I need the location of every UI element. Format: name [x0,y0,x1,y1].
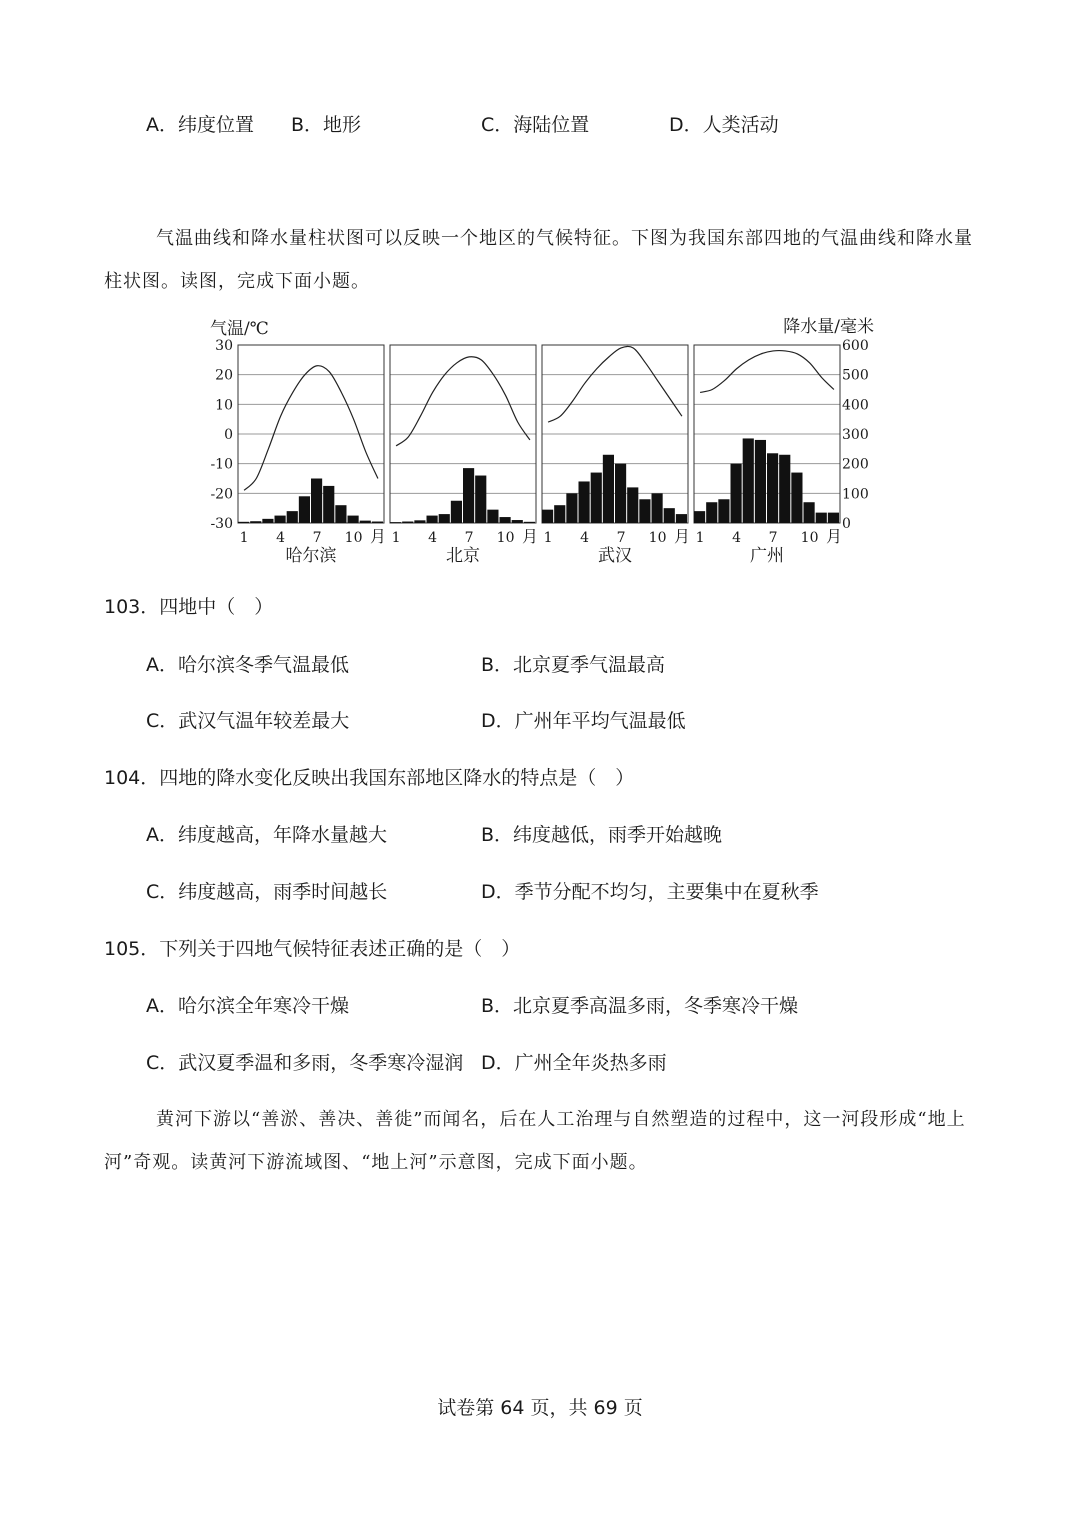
precip-bar [311,479,322,524]
passage2-line-2: 河”奇观。读黄河下游流域图、“地上河”示意图，完成下面小题。 [104,1152,648,1173]
option-c: C．海陆位置 [481,114,590,136]
precip-tick-label: 200 [842,456,869,473]
month-unit-label: 月 [521,527,539,546]
precip-tick-label: 0 [842,516,851,532]
precip-tick-label: 100 [842,486,869,503]
month-tick-label: 7 [616,530,626,546]
precip-bar [512,520,523,523]
intro-line-2: 柱状图。读图，完成下面小题。 [104,271,370,292]
precip-bar [615,464,626,523]
precip-bar [360,521,371,523]
precip-bar [718,499,729,523]
month-unit-label: 月 [825,527,843,546]
precip-bar [500,517,511,523]
month-unit-label: 月 [369,527,387,546]
month-tick-label: 1 [543,530,553,546]
temp-tick-label: -20 [210,486,233,503]
precip-bar [694,511,705,523]
precip-tick-label: 500 [842,367,869,384]
q103-option-d: D．广州年平均气温最低 [481,710,686,732]
precip-bar [524,522,535,523]
precip-bar [779,455,790,523]
precip-bar [487,510,498,523]
month-tick-label: 4 [276,530,286,546]
precip-bar [731,464,742,523]
precip-bar [439,514,450,523]
month-tick-label: 1 [391,530,401,546]
precip-bar [390,522,401,523]
month-unit-label: 月 [673,527,691,546]
precip-bar [652,493,663,523]
month-tick-label: 1 [695,530,705,546]
city-name: 哈尔滨 [285,546,337,566]
precip-tick-label: 600 [842,338,869,354]
precip-tick-label: 300 [842,427,869,443]
precip-bar [542,510,553,523]
q105-stem: 105．下列关于四地气候特征表述正确的是（ ） [104,938,521,960]
month-tick-label: 7 [312,530,322,546]
intro-line-1: 气温曲线和降水量柱状图可以反映一个地区的气候特征。下图为我国东部四地的气温曲线和降水量 [156,228,973,249]
precip-bar [275,516,286,523]
month-tick-label: 7 [464,530,474,546]
month-tick-label: 10 [648,530,667,546]
temp-curve [396,357,530,446]
precip-bar [414,520,425,523]
month-tick-label: 10 [496,530,515,546]
month-tick-label: 10 [800,530,819,546]
temp-tick-label: -30 [210,516,233,532]
precip-bar [250,521,261,523]
month-tick-label: 1 [239,530,249,546]
q104-option-c: C．纬度越高，雨季时间越长 [146,881,388,903]
q105-option-b: B．北京夏季高温多雨，冬季寒冷干燥 [481,995,799,1017]
precip-bar [262,519,273,523]
temp-tick-label: 10 [215,397,233,414]
precip-bar [463,468,474,523]
y-axis-label-right: 降水量/毫米 [783,317,874,337]
precip-bar [791,473,802,523]
q104-stem: 104．四地的降水变化反映出我国东部地区降水的特点是（ ） [104,767,635,789]
temp-tick-label: 30 [215,338,233,354]
precip-bar [828,513,839,523]
temp-curve [244,366,378,491]
precip-bar [591,473,602,523]
precip-bar [603,455,614,523]
city-name: 武汉 [598,546,632,566]
temp-tick-label: 0 [224,427,233,443]
option-d: D．人类活动 [669,114,779,136]
precip-bar [579,481,590,523]
precip-bar [664,508,675,523]
city-name: 广州 [750,546,784,566]
precip-bar [706,502,717,523]
precip-bar [372,522,383,523]
temp-curve [548,346,682,422]
precip-bar [676,514,687,523]
q103-option-c: C．武汉气温年较差最大 [146,710,350,732]
precip-bar [767,453,778,523]
precip-bar [335,505,346,523]
precip-bar [323,486,334,523]
passage2-line-1: 黄河下游以“善淤、善决、善徙”而闻名，后在人工治理与自然塑造的过程中，这一河段形成“地上 [156,1109,966,1130]
precip-bar [402,522,413,523]
precip-bar [427,516,438,523]
precip-bar [299,496,310,523]
precip-bar [566,493,577,523]
precip-bar [755,440,766,523]
month-tick-label: 7 [768,530,778,546]
precip-bar [238,522,249,523]
q103-option-b: B．北京夏季气温最高 [481,654,666,676]
q105-option-a: A．哈尔滨全年寒冷干燥 [146,995,349,1017]
precip-bar [287,511,298,523]
month-tick-label: 10 [344,530,363,546]
precip-bar [804,502,815,523]
month-tick-label: 4 [732,530,742,546]
option-b: B．地形 [291,114,362,136]
temp-tick-label: -10 [210,456,233,473]
precip-bar [743,438,754,523]
q105-option-d: D．广州全年炎热多雨 [481,1052,667,1074]
q103-option-a: A．哈尔滨冬季气温最低 [146,654,349,676]
page-footer: 试卷第 64 页，共 69 页 [437,1397,643,1419]
precip-bar [639,499,650,523]
temp-curve [700,351,834,393]
precip-bar [816,513,827,523]
precip-bar [451,501,462,523]
q103-stem: 103．四地中（ ） [104,596,274,618]
precip-bar [348,516,359,523]
precip-tick-label: 400 [842,397,869,414]
q104-option-b: B．纬度越低，雨季开始越晚 [481,824,723,846]
q105-option-c: C．武汉夏季温和多雨，冬季寒冷湿润 [146,1052,464,1074]
q104-option-d: D．季节分配不均匀，主要集中在夏秋季 [481,881,819,903]
climate-chart [200,312,890,574]
y-axis-label-left: 气温/℃ [210,319,269,339]
month-tick-label: 4 [580,530,590,546]
precip-bar [475,476,486,523]
month-tick-label: 4 [428,530,438,546]
precip-bar [554,505,565,523]
q104-option-a: A．纬度越高，年降水量越大 [146,824,387,846]
precip-bar [627,487,638,523]
temp-tick-label: 20 [215,367,233,384]
city-name: 北京 [446,546,480,566]
option-a: A．纬度位置 [146,114,254,136]
